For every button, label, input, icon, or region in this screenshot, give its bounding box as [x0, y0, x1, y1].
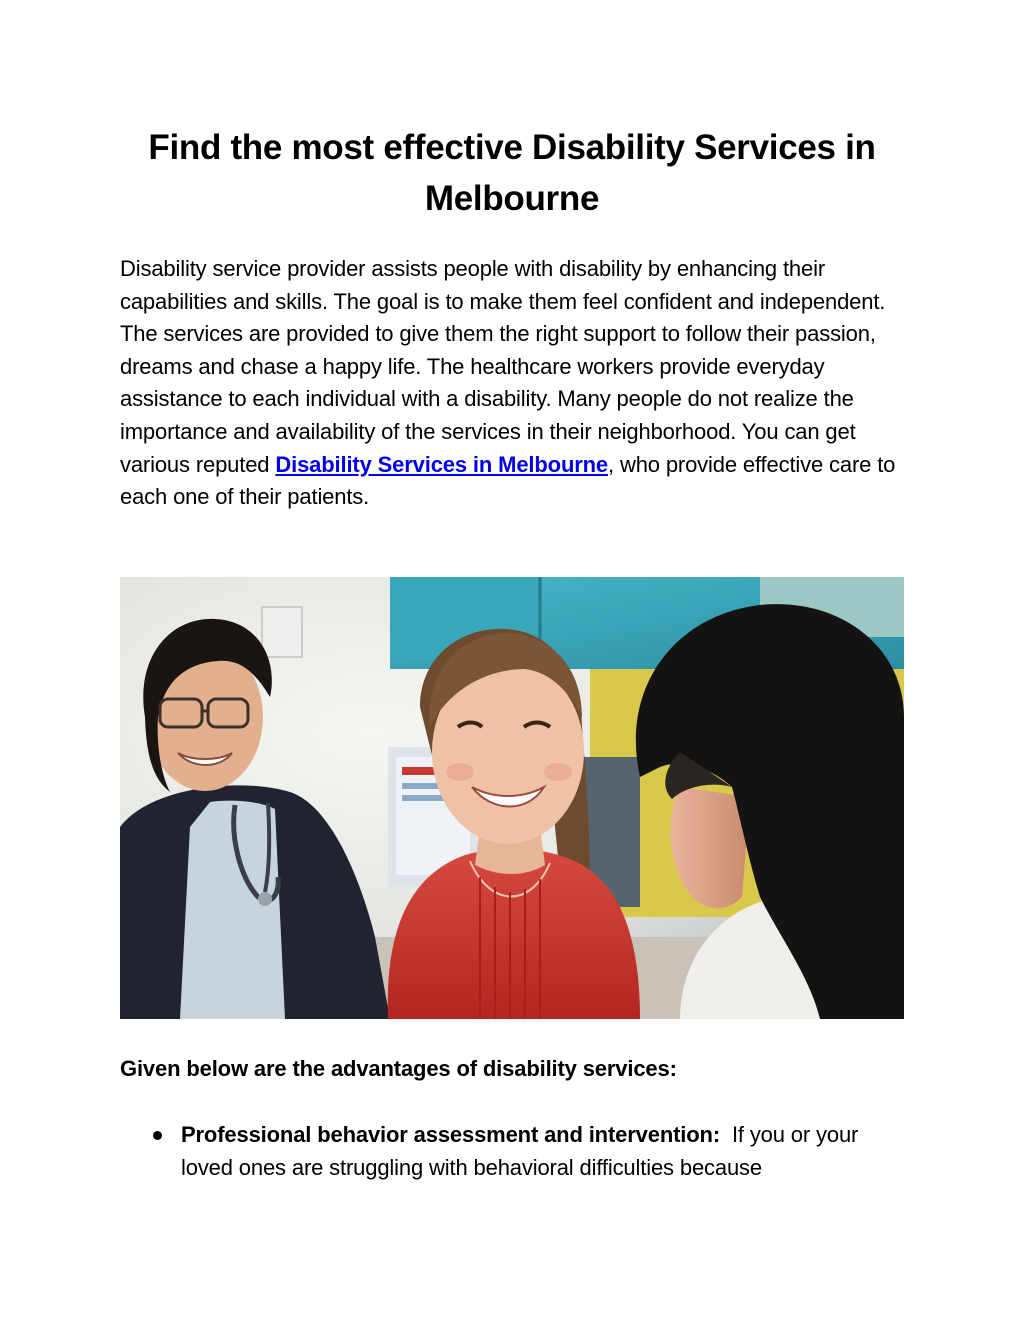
list-item — [120, 1119, 910, 1184]
intro-text-before-link: Disability service provider assists people with disability by enhancing their capabilities and skills. The goal is to make them feel confident and independent. The services are provided to give them the right support to follow their passion, dreams and chase a happy life. The healthcare workers provide everyday assistance to each individual with a disability. Many people do not realize the importance and availability of the services in their neighborhood. You can get various reputed — [120, 256, 886, 477]
advantages-list — [120, 1119, 910, 1184]
advantage-term: Professional behavior assessment and intervention: — [181, 1122, 720, 1147]
intro-text-after-link: , who provide effective care to each one of their patients. — [120, 451, 896, 510]
advantage-description: If you or your loved ones are struggling with behavioral difficulties because — [181, 1122, 859, 1180]
disability-services-link[interactable]: Disability Services in Melbourne — [275, 451, 609, 477]
bullet-icon — [153, 1131, 162, 1140]
intro-paragraph — [120, 253, 910, 514]
photo-care-workers-with-patient — [120, 577, 904, 1019]
advantages-heading: Given below are the advantages of disability services: — [120, 1056, 677, 1081]
page-title: Find the most effective Disability Services in Melbourne — [148, 128, 876, 218]
